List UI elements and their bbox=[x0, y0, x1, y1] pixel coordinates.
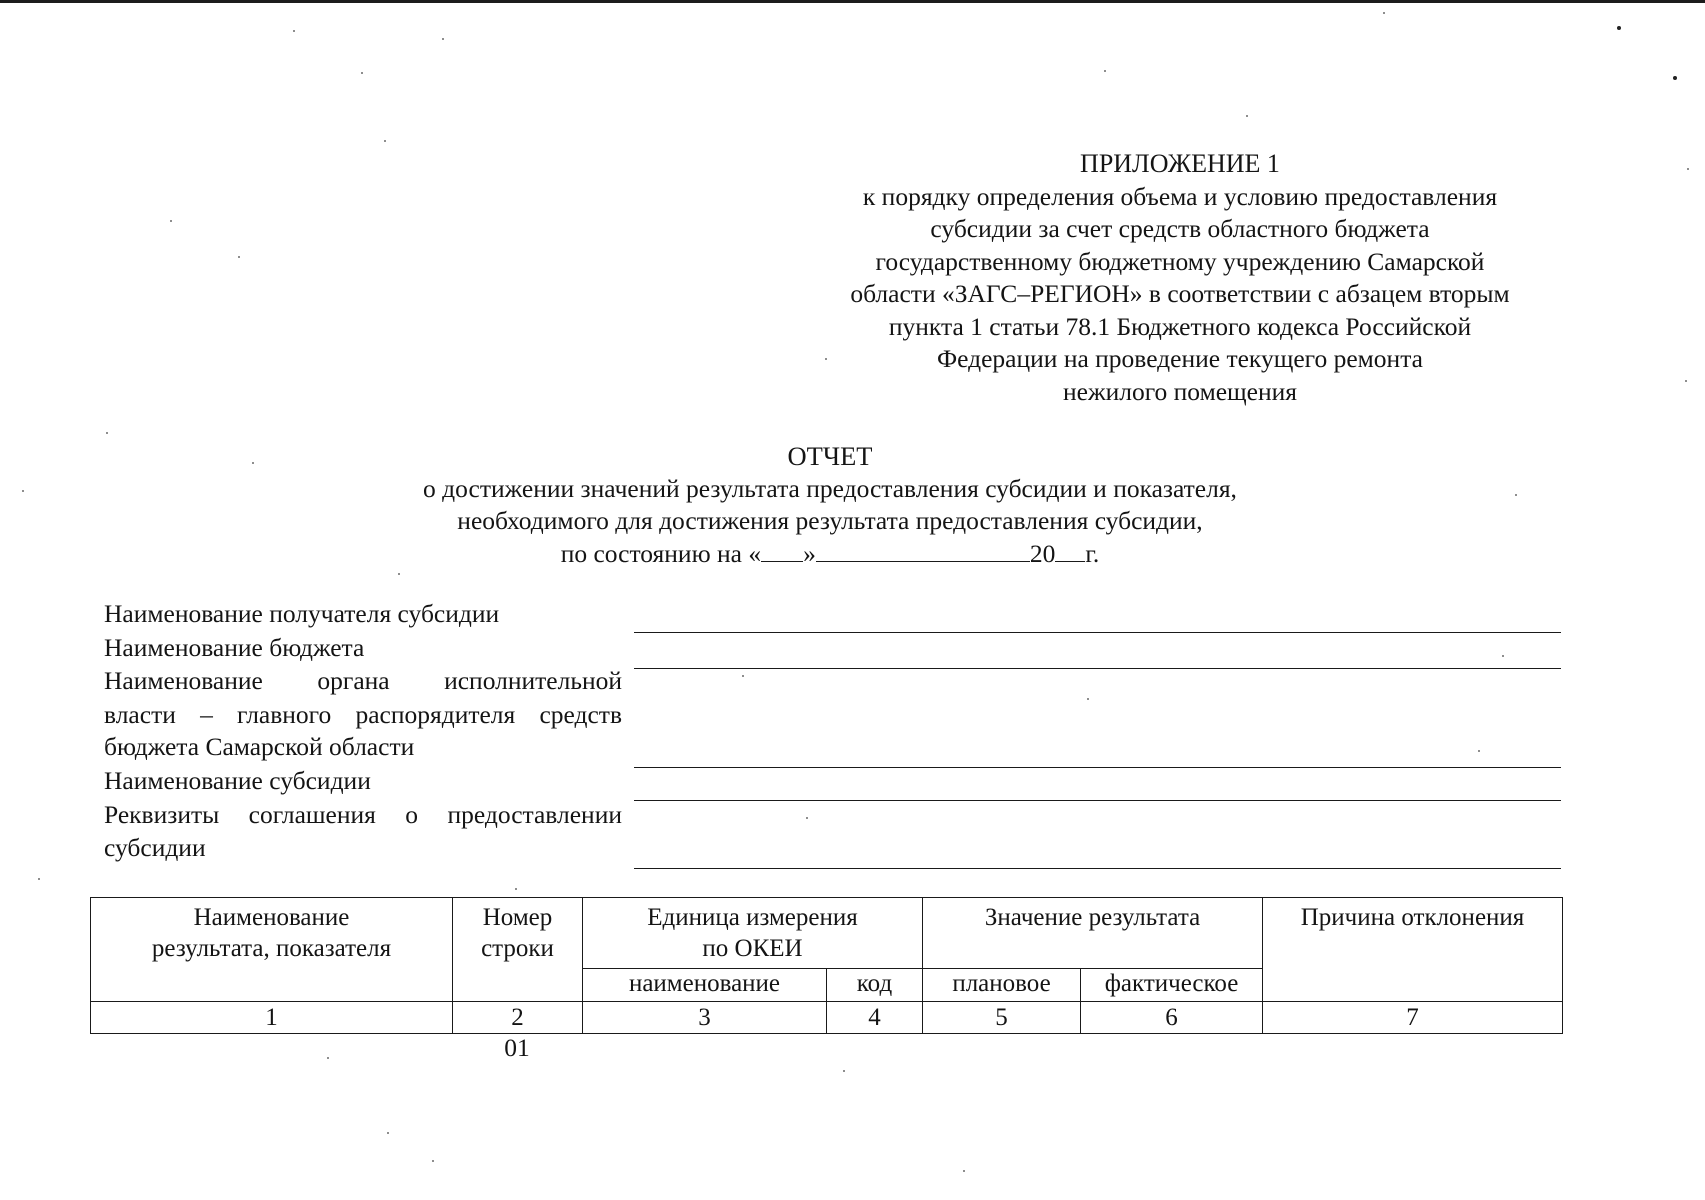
header-result-value: Значение результата bbox=[923, 898, 1263, 969]
agreement-input-line[interactable] bbox=[634, 868, 1561, 869]
column-number: 6 bbox=[1081, 1002, 1263, 1034]
column-number: 7 bbox=[1263, 1002, 1563, 1034]
year-prefix: 20 bbox=[1029, 538, 1056, 568]
authority-label-line: Наименование органа исполнительной bbox=[104, 666, 622, 695]
header-value-fact: фактическое bbox=[1081, 969, 1263, 1002]
recipient-input-line[interactable] bbox=[634, 632, 1561, 633]
subsidy-label: Наименование субсидии bbox=[104, 766, 371, 795]
appendix-line: нежилого помещения bbox=[1063, 376, 1297, 406]
budget-label: Наименование бюджета bbox=[104, 633, 365, 662]
date-quote: » bbox=[803, 538, 816, 568]
year-blank[interactable] bbox=[1055, 539, 1085, 562]
authority-input-line[interactable] bbox=[634, 767, 1561, 768]
header-result-name: Наименование результата, показателя bbox=[91, 898, 453, 1002]
column-numbers-row bbox=[91, 1002, 1563, 1034]
report-date-line bbox=[300, 538, 1360, 571]
date-suffix: г. bbox=[1085, 538, 1100, 568]
scan-top-border bbox=[0, 0, 1705, 3]
agreement-label-line: субсидии bbox=[104, 833, 206, 862]
header-unit-name: наименование bbox=[583, 969, 827, 1002]
column-number: 5 bbox=[923, 1002, 1081, 1034]
appendix-block bbox=[780, 148, 1580, 408]
authority-label-line: власти – главного распорядителя средств bbox=[104, 700, 622, 729]
appendix-line: пункта 1 статьи 78.1 Бюджетного кодекса Российской bbox=[888, 311, 1472, 341]
appendix-line: государственному бюджетному учреждению Самарской bbox=[875, 246, 1485, 276]
report-subtitle-line: о достижении значений результата предоставления субсидии и показателя, bbox=[423, 473, 1237, 503]
column-number: 3 bbox=[583, 1002, 827, 1034]
appendix-line: к порядку определения объема и условию предоставления bbox=[862, 181, 1498, 211]
header-unit-code: код bbox=[827, 969, 923, 1002]
header-value-plan: плановое bbox=[923, 969, 1081, 1002]
day-blank[interactable] bbox=[761, 539, 803, 562]
header-row-number: Номер строки bbox=[453, 898, 583, 1002]
month-blank[interactable] bbox=[816, 539, 1030, 562]
appendix-line: области «ЗАГС–РЕГИОН» в соответствии с абзацем вторым bbox=[850, 279, 1510, 308]
agreement-label-line: Реквизиты соглашения о предоставлении bbox=[104, 800, 622, 829]
scan-mark bbox=[1617, 26, 1621, 30]
scan-mark bbox=[1673, 76, 1677, 80]
row-code: 01 bbox=[504, 1033, 530, 1062]
report-subtitle-line: необходимого для достижения результата предоставления субсидии, bbox=[457, 506, 1203, 535]
column-number: 4 bbox=[827, 1002, 923, 1034]
subsidy-input-line[interactable] bbox=[634, 800, 1561, 801]
report-header bbox=[300, 440, 1360, 570]
date-prefix: по состоянию на « bbox=[560, 538, 762, 568]
header-unit-okei: Единица измерения по ОКЕИ bbox=[583, 898, 923, 969]
column-number: 1 bbox=[91, 1002, 453, 1034]
recipient-label: Наименование получателя субсидии bbox=[104, 599, 500, 628]
appendix-title: ПРИЛОЖЕНИЕ 1 bbox=[1080, 149, 1280, 178]
header-deviation-reason: Причина отклонения bbox=[1263, 898, 1563, 1002]
budget-input-line[interactable] bbox=[634, 668, 1561, 669]
column-number: 2 bbox=[453, 1002, 583, 1034]
authority-label-line: бюджета Самарской области bbox=[104, 732, 415, 761]
report-title: ОТЧЕТ bbox=[787, 441, 873, 471]
results-table bbox=[90, 897, 1563, 1034]
appendix-line: Федерации на проведение текущего ремонта bbox=[937, 344, 1423, 373]
appendix-line: субсидии за счет средств областного бюджета bbox=[930, 214, 1430, 243]
